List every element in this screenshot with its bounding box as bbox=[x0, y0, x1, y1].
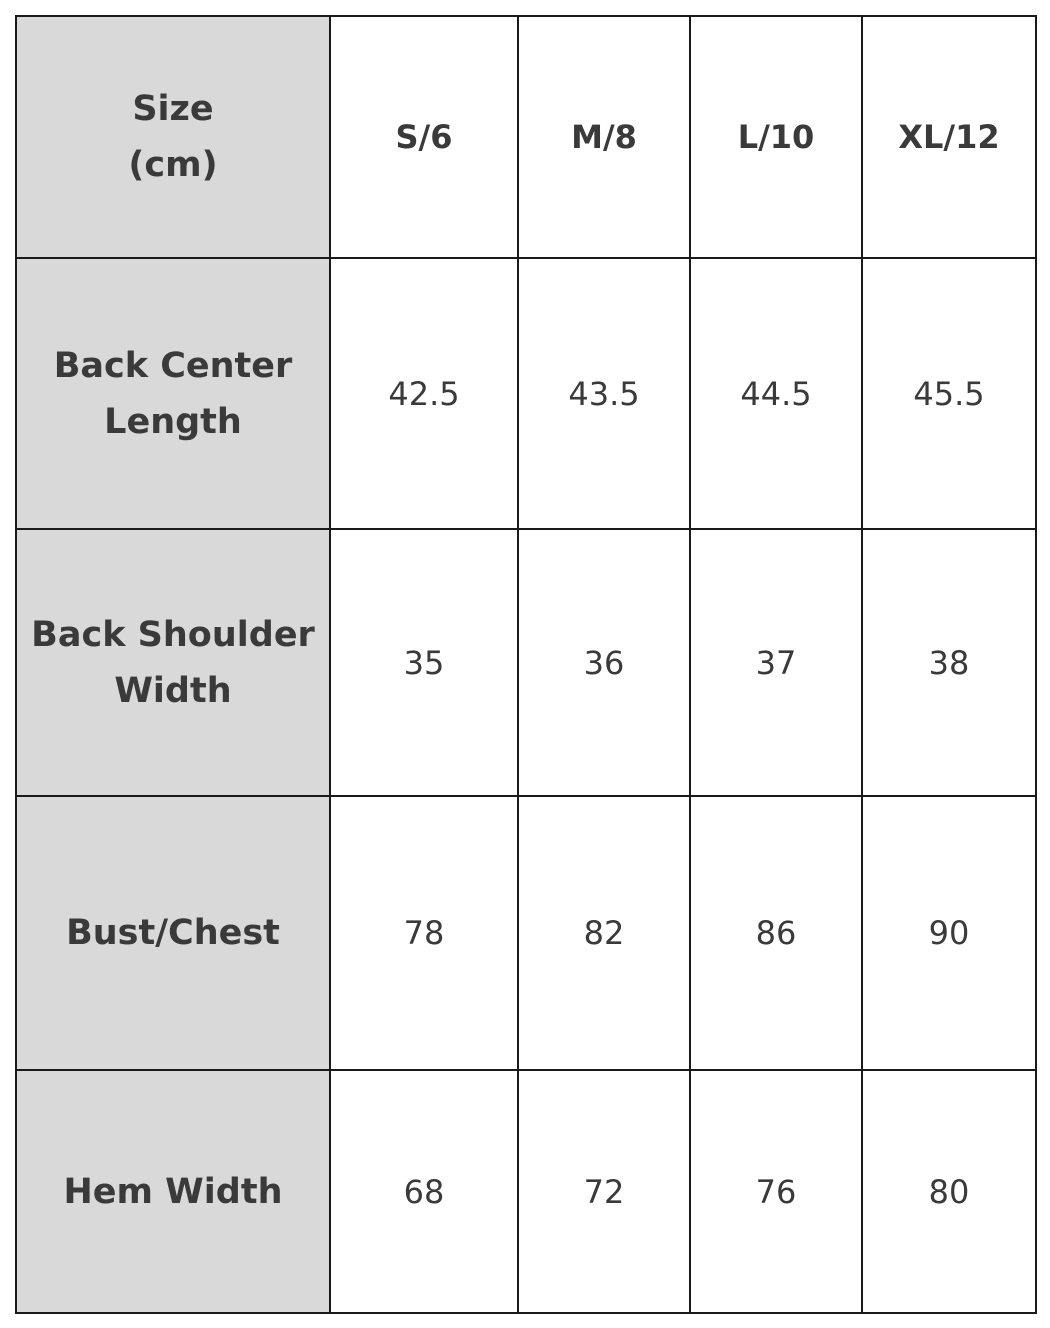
table-cell: 72 bbox=[518, 1070, 690, 1313]
table-header-row bbox=[16, 16, 1036, 258]
table-cell: 44.5 bbox=[690, 258, 862, 529]
table-cell: 35 bbox=[330, 529, 518, 796]
size-corner-header bbox=[16, 16, 330, 258]
row-label-text: Hem Width bbox=[63, 1171, 283, 1212]
table-cell: 68 bbox=[330, 1070, 518, 1313]
table-cell: 82 bbox=[518, 796, 690, 1070]
row-label-text: Back Shoulder Width bbox=[31, 614, 315, 711]
row-label bbox=[16, 796, 330, 1070]
size-column-header: XL/12 bbox=[862, 16, 1036, 258]
table-cell: 90 bbox=[862, 796, 1036, 1070]
row-label-text: Bust/Chest bbox=[66, 913, 280, 953]
row-label bbox=[16, 1070, 330, 1313]
size-chart-table bbox=[15, 15, 1037, 1314]
table-cell: 76 bbox=[690, 1070, 862, 1313]
table-cell: 86 bbox=[690, 796, 862, 1070]
table-row bbox=[16, 529, 1036, 796]
size-column-header: M/8 bbox=[518, 16, 690, 258]
table-cell: 36 bbox=[518, 529, 690, 796]
table-row bbox=[16, 1070, 1036, 1313]
row-label bbox=[16, 258, 330, 529]
table-row bbox=[16, 796, 1036, 1070]
table-cell: 43.5 bbox=[518, 258, 690, 529]
table-cell: 38 bbox=[862, 529, 1036, 796]
table-row bbox=[16, 258, 1036, 529]
size-column-header: S/6 bbox=[330, 16, 518, 258]
row-label bbox=[16, 529, 330, 796]
size-corner-label: Size (cm) bbox=[128, 89, 218, 185]
size-column-header: L/10 bbox=[690, 16, 862, 258]
table-cell: 45.5 bbox=[862, 258, 1036, 529]
table-cell: 42.5 bbox=[330, 258, 518, 529]
table-cell: 78 bbox=[330, 796, 518, 1070]
table-cell: 37 bbox=[690, 529, 862, 796]
table-cell: 80 bbox=[862, 1070, 1036, 1313]
row-label-text: Back Center Length bbox=[53, 345, 293, 442]
